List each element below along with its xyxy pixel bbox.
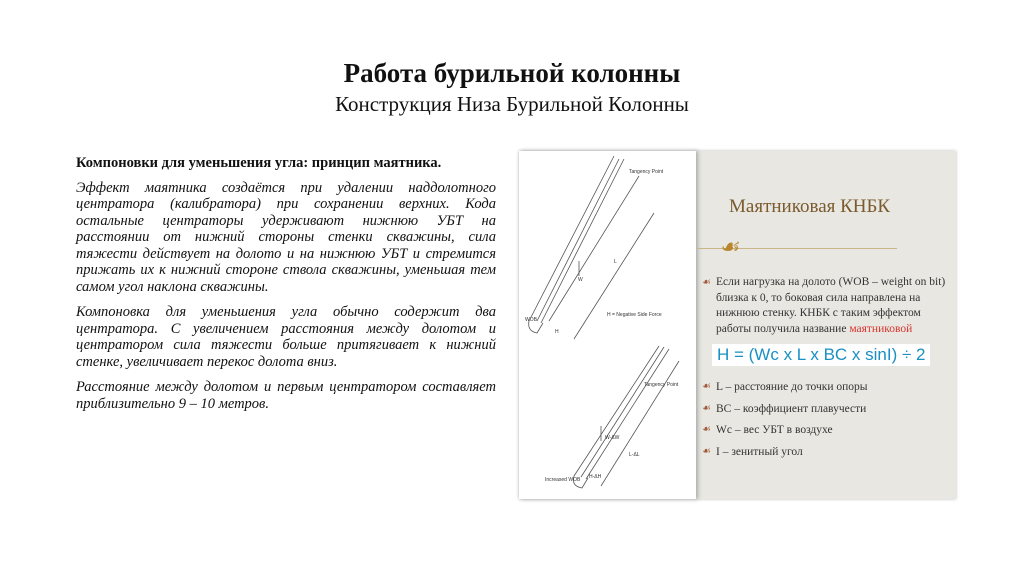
inner-slide-title: Маятниковая КНБК <box>729 196 891 217</box>
label-increased-wob: Increased WOB <box>545 477 581 483</box>
bullet-item <box>702 378 867 397</box>
bullet-text: BC – коэффициент плавучести <box>716 402 867 415</box>
bullet-item <box>702 443 867 462</box>
bullet-item <box>702 275 952 337</box>
bullet-item <box>702 421 867 440</box>
bullet-text: Wc – вес УБТ в воздухе <box>716 424 833 436</box>
label-side-force: H = Negative Side Force <box>607 312 662 318</box>
bullet-icon: ☙ <box>702 424 711 435</box>
label-tangency: Tangency Point <box>629 169 664 175</box>
formula: H = (Wc x L x BC x sinI) ÷ 2 <box>712 344 930 366</box>
label-w-dw: W-ΔW <box>605 435 620 441</box>
bullet-text: I – зенитный угол <box>716 445 803 458</box>
bullet-icon: ☙ <box>702 381 711 392</box>
label-l: L <box>614 259 617 265</box>
label-l-dl: L-ΔL <box>629 452 640 458</box>
text-column <box>76 155 496 421</box>
section-heading: Компоновки для уменьшения угла: принцип маятника. <box>76 155 442 171</box>
paragraph: Эффект маятника создаётся при удалении наддолотного центратора (калибратора) при сохранении верхних. Кода остальные центраторы удерживают нижнюю УБТ на расстоянии от нижний стороны стенки скважины, сила тяжести действует на долото и на нижнюю УБТ и стремится прижать их к нижний стороне ствола скважины, уменьшая тем самом угол наклона скважины. <box>76 179 496 295</box>
ornament-icon: ☙ <box>719 234 739 259</box>
label-w: W <box>578 277 583 283</box>
highlight-text: маятниковой <box>849 322 913 335</box>
bullet-icon: ☙ <box>702 445 711 457</box>
bullet-text: L – расстояние до точки опоры <box>716 381 868 393</box>
paragraph: Компоновка для уменьшения угла обычно содержит два центратора. С увеличением расстояния между долотом и центратором сила тяжести больше притягивает к нижний стенке, увеличивает перекос долота вниз. <box>76 304 496 370</box>
label-wob: WOB <box>525 317 537 323</box>
bullet-text: Если нагрузка на долото (WOB – weight on bit) близка к 0, то боковая сила направлена на нижнюю стенку. КНБК с таким эффектом работы получила название <box>716 276 946 335</box>
page-subtitle: Конструкция Низа Бурильной Колонны <box>335 92 689 116</box>
label-h: H <box>555 329 559 335</box>
label-tangency-2: Tangency Point <box>644 382 679 388</box>
bullet-icon: ☙ <box>702 277 711 288</box>
pendulum-diagram <box>519 151 696 499</box>
label-h-dh: H-ΔH <box>589 474 602 480</box>
figure-image <box>519 151 956 499</box>
bullet-item <box>702 400 867 419</box>
bullet-icon: ☙ <box>702 402 711 414</box>
page-title: Работа бурильной колонны <box>343 58 681 88</box>
paragraph: Расстояние между долотом и первым центратором составляет приблизительно 9 – 10 метров. <box>76 379 496 412</box>
